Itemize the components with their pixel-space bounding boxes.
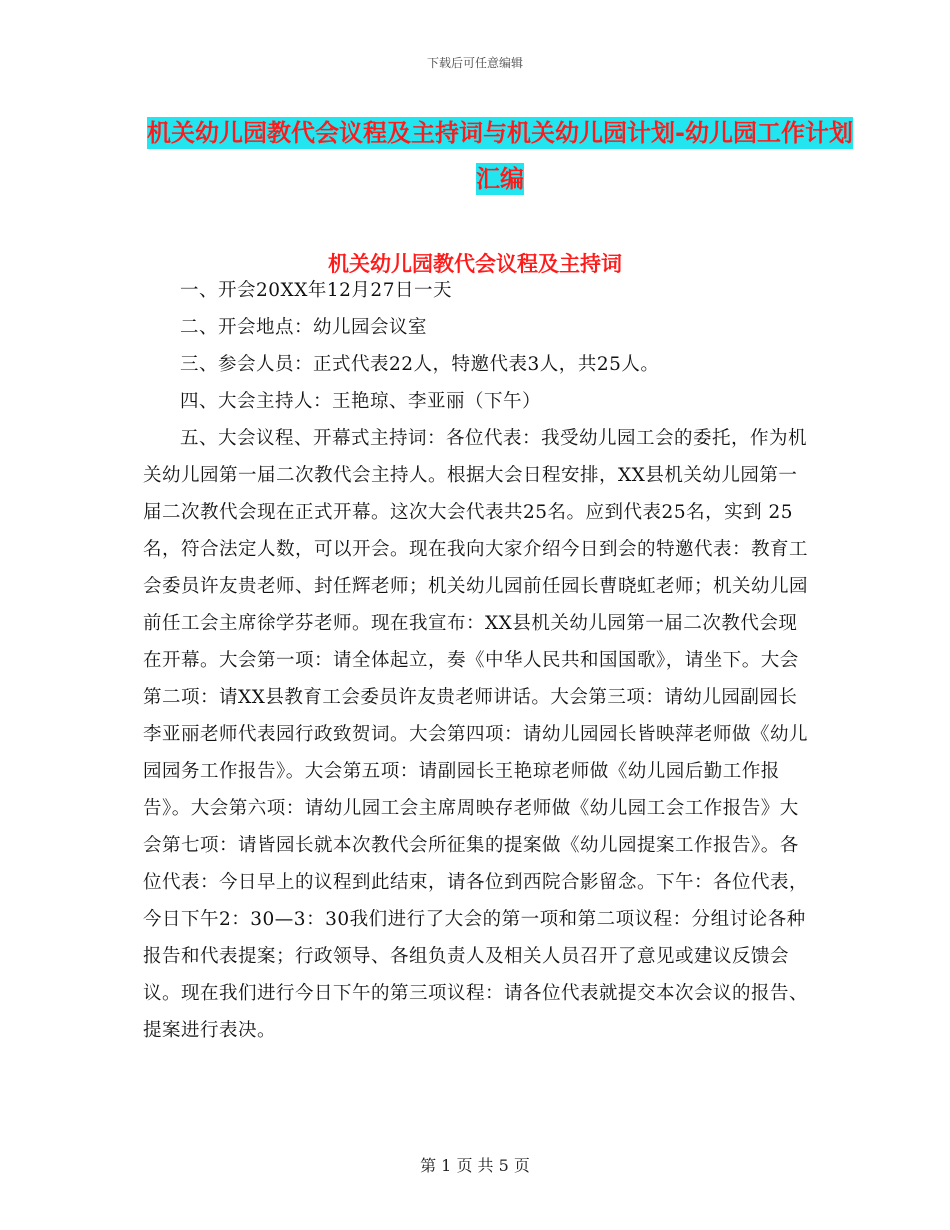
section-title: 机关幼儿园教代会议程及主持词: [328, 252, 622, 276]
document-body: [143, 272, 811, 1049]
header-note: 下载后可任意编辑: [426, 56, 523, 70]
paragraph-hosts: 四、大会主持人：王艳琼、李亚丽（下午）: [180, 391, 542, 412]
paragraph-meeting-date: 一、开会20XX年12月27日一天: [180, 280, 452, 301]
paragraph-meeting-location: 二、开会地点：幼儿园会议室: [180, 317, 428, 338]
document-title: [140, 110, 860, 202]
page-footer: 第 1 页 共 5 页: [420, 1156, 530, 1175]
document-title-text: 机关幼儿园教代会议程及主持词与机关幼儿园计划-幼儿园工作计划汇编: [147, 119, 853, 193]
paragraph-agenda-script: 五、大会议程、开幕式主持词：各位代表：我受幼儿园工会的委托，作为机关幼儿园第一届二次教代会主持人。根据大会日程安排，XX县机关幼儿园第一届二次教代会现在正式开幕。这次大会代表共25名。应到代表25名，实到 25 名，符合法定人数，可以开会。现在我向大家介绍今日到会的特邀代表：教育工会委员许友贵老师、封任辉老师；机关幼儿园前任园长曹晓虹老师；机关幼儿园前任工会主席徐学芬老师。现在我宣布：XX县机关幼儿园第一届二次教代会现在开幕。大会第一项：请全体起立，奏《中华人民共和国国歌》，请坐下。大会第二项：请XX县教育工会委员许友贵老师讲话。大会第三项：请幼儿园副园长李亚丽老师代表园行政致贺词。大会第四项：请幼儿园园长皆映萍老师做《幼儿园园务工作报告》。大会第五项：请副园长王艳琼老师做《幼儿园后勤工作报告》。大会第六项：请幼儿园工会主席周映存老师做《幼儿园工会工作报告》大会第七项：请皆园长就本次教代会所征集的提案做《幼儿园提案工作报告》。各位代表：今日早上的议程到此结束，请各位到西院合影留念。下午：各位代表，今日下午2：30—3：30我们进行了大会的第一项和第二项议程：分组讨论各种报告和代表提案；行政领导、各组负责人及相关人员召开了意见或建议反馈会议。现在我们进行今日下午的第三项议程：请各位代表就提交本次会议的报告、提案进行表决。: [143, 428, 809, 1041]
paragraph-attendees: 三、参会人员：正式代表22人，特邀代表3人，共25人。: [180, 354, 660, 375]
